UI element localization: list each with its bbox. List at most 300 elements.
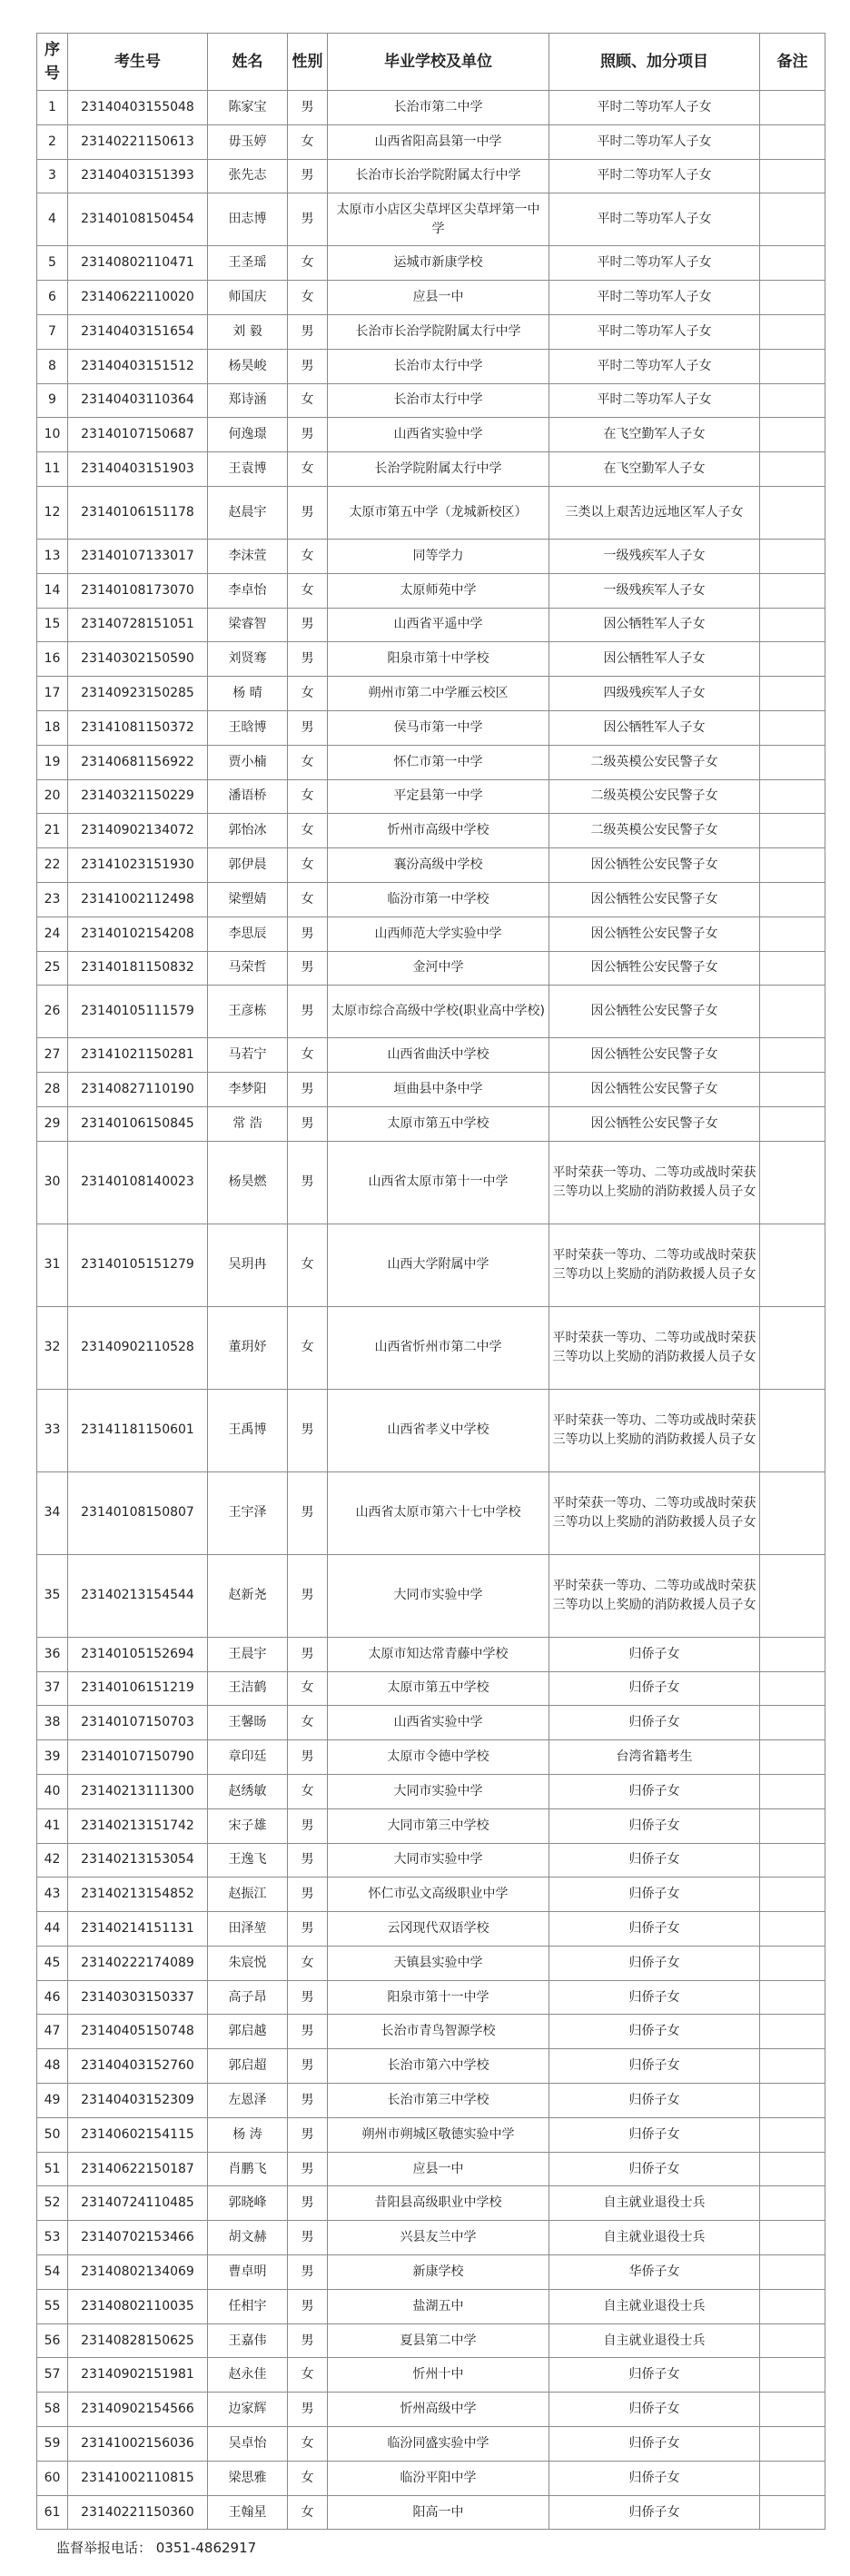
cell-remarks xyxy=(760,573,825,608)
cell-school: 长治市太行中学 xyxy=(328,383,549,418)
header-remarks: 备注 xyxy=(760,34,825,91)
cell-bonus: 华侨子女 xyxy=(549,2255,760,2290)
cell-school: 太原市令德中学校 xyxy=(328,1740,549,1775)
cell-remarks xyxy=(760,1073,825,1107)
cell-seq: 33 xyxy=(37,1389,68,1471)
cell-school: 山西省太原市第十一中学 xyxy=(328,1141,549,1224)
cell-gender: 女 xyxy=(288,2495,328,2530)
cell-name: 王逸飞 xyxy=(208,1843,288,1878)
cell-gender: 男 xyxy=(288,2084,328,2118)
cell-exam-no: 23140923150285 xyxy=(68,677,208,711)
header-bonus: 照顾、加分项目 xyxy=(549,34,760,91)
cell-name: 董玥妤 xyxy=(208,1306,288,1389)
cell-seq: 57 xyxy=(37,2358,68,2393)
cell-name: 章印廷 xyxy=(208,1740,288,1775)
cell-school: 临汾市第一中学校 xyxy=(328,882,549,916)
cell-seq: 10 xyxy=(37,418,68,452)
cell-seq: 36 xyxy=(37,1637,68,1671)
cell-bonus: 因公牺牲公安民警子女 xyxy=(549,916,760,951)
cell-exam-no: 23140902134072 xyxy=(68,814,208,848)
header-school: 毕业学校及单位 xyxy=(328,34,549,91)
cell-remarks xyxy=(760,193,825,246)
cell-exam-no: 23140681156922 xyxy=(68,745,208,779)
cell-name: 杨昊燃 xyxy=(208,1141,288,1224)
cell-school: 盐湖五中 xyxy=(328,2289,549,2323)
cell-gender: 男 xyxy=(288,1471,328,1554)
cell-remarks xyxy=(760,2393,825,2427)
cell-exam-no: 23140902154566 xyxy=(68,2393,208,2427)
cell-school: 山西省忻州市第二中学 xyxy=(328,1306,549,1389)
cell-seq: 28 xyxy=(37,1073,68,1107)
cell-name: 郭启越 xyxy=(208,2015,288,2049)
table-row xyxy=(37,814,825,848)
cell-bonus: 平时二等功军人子女 xyxy=(549,193,760,246)
cell-seq: 55 xyxy=(37,2289,68,2323)
table-row xyxy=(37,2186,825,2221)
cell-remarks xyxy=(760,452,825,487)
cell-remarks xyxy=(760,2117,825,2152)
cell-remarks xyxy=(760,608,825,642)
cell-bonus: 归侨子女 xyxy=(549,2358,760,2393)
cell-bonus: 平时二等功军人子女 xyxy=(549,349,760,383)
cell-seq: 44 xyxy=(37,1912,68,1947)
cell-name: 赵绣敏 xyxy=(208,1774,288,1808)
cell-school: 山西师范大学实验中学 xyxy=(328,916,549,951)
cell-gender: 男 xyxy=(288,314,328,349)
cell-bonus: 因公牺牲公安民警子女 xyxy=(549,1073,760,1107)
cell-exam-no: 23141181150601 xyxy=(68,1389,208,1471)
cell-gender: 女 xyxy=(288,2461,328,2495)
cell-remarks xyxy=(760,2495,825,2530)
cell-school: 大同市实验中学 xyxy=(328,1554,549,1637)
cell-name: 梁睿智 xyxy=(208,608,288,642)
cell-exam-no: 23140107150703 xyxy=(68,1706,208,1740)
cell-name: 杨 晴 xyxy=(208,677,288,711)
cell-remarks xyxy=(760,1946,825,1980)
cell-name: 常 浩 xyxy=(208,1106,288,1141)
cell-bonus: 平时荣获一等功、二等功或战时荣获三等功以上奖励的消防救援人员子女 xyxy=(549,1389,760,1471)
table-row xyxy=(37,2255,825,2290)
table-row xyxy=(37,159,825,193)
cell-name: 宋子雄 xyxy=(208,1808,288,1843)
cell-school: 阳高一中 xyxy=(328,2495,549,2530)
table-row xyxy=(37,916,825,951)
cell-exam-no: 23141002156036 xyxy=(68,2427,208,2462)
cell-name: 赵振江 xyxy=(208,1878,288,1912)
cell-school: 大同市实验中学 xyxy=(328,1843,549,1878)
cell-name: 王洁鹤 xyxy=(208,1671,288,1706)
cell-school: 太原市小店区尖草坪区尖草坪第一中学 xyxy=(328,193,549,246)
cell-seq: 39 xyxy=(37,1740,68,1775)
table-row xyxy=(37,608,825,642)
table-row xyxy=(37,1389,825,1471)
cell-name: 王馨旸 xyxy=(208,1706,288,1740)
cell-name: 肖鹏飞 xyxy=(208,2152,288,2186)
cell-name: 赵永佳 xyxy=(208,2358,288,2393)
cell-gender: 男 xyxy=(288,2049,328,2084)
cell-name: 刘贤骞 xyxy=(208,642,288,677)
cell-exam-no: 23140802110035 xyxy=(68,2289,208,2323)
cell-bonus: 归侨子女 xyxy=(549,1843,760,1878)
table-header xyxy=(37,34,825,91)
table-row xyxy=(37,1073,825,1107)
cell-bonus: 二级英模公安民警子女 xyxy=(549,745,760,779)
cell-name: 郑诗涵 xyxy=(208,383,288,418)
cell-gender: 男 xyxy=(288,1980,328,2015)
cell-exam-no: 23141023151930 xyxy=(68,848,208,883)
cell-gender: 男 xyxy=(288,1073,328,1107)
cell-bonus: 自主就业退役士兵 xyxy=(549,2289,760,2323)
cell-seq: 51 xyxy=(37,2152,68,2186)
cell-seq: 49 xyxy=(37,2084,68,2118)
cell-name: 郭启超 xyxy=(208,2049,288,2084)
cell-exam-no: 23140403151654 xyxy=(68,314,208,349)
table-row xyxy=(37,349,825,383)
cell-exam-no: 23140702153466 xyxy=(68,2221,208,2255)
table-row xyxy=(37,1106,825,1141)
cell-gender: 男 xyxy=(288,2015,328,2049)
cell-seq: 35 xyxy=(37,1554,68,1637)
cell-gender: 女 xyxy=(288,2427,328,2462)
cell-gender: 女 xyxy=(288,1946,328,1980)
cell-exam-no: 23140221150360 xyxy=(68,2495,208,2530)
cell-name: 师国庆 xyxy=(208,281,288,315)
cell-remarks xyxy=(760,1774,825,1808)
cell-exam-no: 23140802134069 xyxy=(68,2255,208,2290)
cell-exam-no: 23140403152309 xyxy=(68,2084,208,2118)
cell-exam-no: 23140107150687 xyxy=(68,418,208,452)
cell-exam-no: 23140213111300 xyxy=(68,1774,208,1808)
header-row xyxy=(37,34,825,91)
header-exam-no: 考生号 xyxy=(68,34,208,91)
cell-name: 胡文赫 xyxy=(208,2221,288,2255)
cell-exam-no: 23140108150807 xyxy=(68,1471,208,1554)
cell-exam-no: 23140106150845 xyxy=(68,1106,208,1141)
cell-remarks xyxy=(760,281,825,315)
table-row xyxy=(37,124,825,159)
cell-remarks xyxy=(760,159,825,193)
cell-seq: 48 xyxy=(37,2049,68,2084)
cell-school: 新康学校 xyxy=(328,2255,549,2290)
cell-school: 忻州十中 xyxy=(328,2358,549,2393)
table-row xyxy=(37,314,825,349)
cell-seq: 58 xyxy=(37,2393,68,2427)
cell-school: 应县一中 xyxy=(328,281,549,315)
cell-school: 太原市知达常青藤中学校 xyxy=(328,1637,549,1671)
cell-school: 襄汾高级中学校 xyxy=(328,848,549,883)
cell-bonus: 归侨子女 xyxy=(549,2117,760,2152)
cell-exam-no: 23140213154544 xyxy=(68,1554,208,1637)
cell-seq: 4 xyxy=(37,193,68,246)
cell-remarks xyxy=(760,2049,825,2084)
cell-seq: 3 xyxy=(37,159,68,193)
cell-bonus: 自主就业退役士兵 xyxy=(549,2186,760,2221)
cell-seq: 26 xyxy=(37,986,68,1038)
cell-exam-no: 23141002112498 xyxy=(68,882,208,916)
cell-seq: 16 xyxy=(37,642,68,677)
cell-gender: 男 xyxy=(288,418,328,452)
cell-school: 山西省实验中学 xyxy=(328,1706,549,1740)
table-row xyxy=(37,986,825,1038)
cell-remarks xyxy=(760,1471,825,1554)
table-row xyxy=(37,418,825,452)
cell-gender: 男 xyxy=(288,1389,328,1471)
cell-school: 同等学力 xyxy=(328,539,549,573)
cell-gender: 男 xyxy=(288,2323,328,2358)
cell-exam-no: 23140106151219 xyxy=(68,1671,208,1706)
cell-exam-no: 23140303150337 xyxy=(68,1980,208,2015)
table-row xyxy=(37,193,825,246)
cell-school: 忻州高级中学 xyxy=(328,2393,549,2427)
cell-seq: 20 xyxy=(37,779,68,814)
cell-seq: 46 xyxy=(37,1980,68,2015)
cell-seq: 24 xyxy=(37,916,68,951)
cell-gender: 女 xyxy=(288,281,328,315)
cell-seq: 45 xyxy=(37,1946,68,1980)
table-row xyxy=(37,1038,825,1073)
cell-bonus: 归侨子女 xyxy=(549,1980,760,2015)
cell-gender: 男 xyxy=(288,2186,328,2221)
cell-school: 太原市第五中学校 xyxy=(328,1671,549,1706)
cell-name: 王嘉伟 xyxy=(208,2323,288,2358)
cell-name: 李卓怡 xyxy=(208,573,288,608)
cell-remarks xyxy=(760,91,825,125)
cell-remarks xyxy=(760,1878,825,1912)
cell-gender: 女 xyxy=(288,1671,328,1706)
table-row xyxy=(37,281,825,315)
cell-exam-no: 23140403110364 xyxy=(68,383,208,418)
cell-remarks xyxy=(760,1671,825,1706)
table-row xyxy=(37,848,825,883)
cell-name: 王圣瑶 xyxy=(208,246,288,281)
cell-bonus: 因公牺牲公安民警子女 xyxy=(549,1038,760,1073)
cell-gender: 女 xyxy=(288,1306,328,1389)
cell-name: 王晗博 xyxy=(208,710,288,745)
cell-bonus: 因公牺牲军人子女 xyxy=(549,608,760,642)
cell-exam-no: 23140213153054 xyxy=(68,1843,208,1878)
table-row xyxy=(37,951,825,986)
table-row xyxy=(37,2117,825,2152)
cell-remarks xyxy=(760,882,825,916)
cell-bonus: 因公牺牲公安民警子女 xyxy=(549,882,760,916)
cell-bonus: 归侨子女 xyxy=(549,1706,760,1740)
cell-gender: 女 xyxy=(288,383,328,418)
cell-seq: 18 xyxy=(37,710,68,745)
table-row xyxy=(37,2049,825,2084)
cell-remarks xyxy=(760,1106,825,1141)
cell-gender: 男 xyxy=(288,1141,328,1224)
cell-seq: 7 xyxy=(37,314,68,349)
cell-school: 太原市第五中学（龙城新校区） xyxy=(328,486,549,539)
cell-exam-no: 23140828150625 xyxy=(68,2323,208,2358)
cell-name: 梁思雅 xyxy=(208,2461,288,2495)
cell-name: 朱宸悦 xyxy=(208,1946,288,1980)
cell-exam-no: 23140108140023 xyxy=(68,1141,208,1224)
cell-gender: 女 xyxy=(288,2358,328,2393)
cell-name: 任相宇 xyxy=(208,2289,288,2323)
table-row xyxy=(37,677,825,711)
cell-school: 大同市第三中学校 xyxy=(328,1808,549,1843)
cell-gender: 女 xyxy=(288,1224,328,1306)
cell-bonus: 平时二等功军人子女 xyxy=(549,246,760,281)
cell-name: 王彦栋 xyxy=(208,986,288,1038)
table-row xyxy=(37,1554,825,1637)
cell-exam-no: 23140222174089 xyxy=(68,1946,208,1980)
cell-remarks xyxy=(760,814,825,848)
cell-remarks xyxy=(760,2152,825,2186)
cell-name: 李思辰 xyxy=(208,916,288,951)
cell-seq: 56 xyxy=(37,2323,68,2358)
cell-school: 长治市第三中学校 xyxy=(328,2084,549,2118)
cell-remarks xyxy=(760,745,825,779)
table-row xyxy=(37,2393,825,2427)
cell-gender: 男 xyxy=(288,1912,328,1947)
cell-school: 太原市第五中学校 xyxy=(328,1106,549,1141)
cell-gender: 男 xyxy=(288,1808,328,1843)
cell-seq: 41 xyxy=(37,1808,68,1843)
table-row xyxy=(37,2495,825,2530)
table-row xyxy=(37,2289,825,2323)
cell-gender: 男 xyxy=(288,2117,328,2152)
cell-school: 长治市第六中学校 xyxy=(328,2049,549,2084)
cell-exam-no: 23140622150187 xyxy=(68,2152,208,2186)
cell-gender: 女 xyxy=(288,745,328,779)
table-row xyxy=(37,246,825,281)
cell-bonus: 归侨子女 xyxy=(549,2084,760,2118)
cell-bonus: 因公牺牲军人子女 xyxy=(549,710,760,745)
cell-seq: 38 xyxy=(37,1706,68,1740)
cell-name: 马若宁 xyxy=(208,1038,288,1073)
cell-bonus: 归侨子女 xyxy=(549,2461,760,2495)
cell-remarks xyxy=(760,2084,825,2118)
table-row xyxy=(37,1912,825,1947)
cell-bonus: 平时荣获一等功、二等功或战时荣获三等功以上奖励的消防救援人员子女 xyxy=(549,1554,760,1637)
cell-exam-no: 23140107150790 xyxy=(68,1740,208,1775)
cell-gender: 男 xyxy=(288,1637,328,1671)
cell-school: 怀仁市第一中学 xyxy=(328,745,549,779)
cell-remarks xyxy=(760,1706,825,1740)
cell-seq: 29 xyxy=(37,1106,68,1141)
cell-seq: 34 xyxy=(37,1471,68,1554)
table-row xyxy=(37,1637,825,1671)
cell-name: 郭伊晨 xyxy=(208,848,288,883)
cell-seq: 17 xyxy=(37,677,68,711)
cell-school: 临汾同盛实验中学 xyxy=(328,2427,549,2462)
cell-bonus: 平时荣获一等功、二等功或战时荣获三等功以上奖励的消防救援人员子女 xyxy=(549,1224,760,1306)
cell-remarks xyxy=(760,1554,825,1637)
table-row xyxy=(37,2358,825,2393)
cell-bonus: 因公牺牲军人子女 xyxy=(549,642,760,677)
cell-seq: 1 xyxy=(37,91,68,125)
cell-gender: 男 xyxy=(288,986,328,1038)
cell-school: 云冈现代双语学校 xyxy=(328,1912,549,1947)
cell-remarks xyxy=(760,486,825,539)
cell-exam-no: 23140622110020 xyxy=(68,281,208,315)
table-row xyxy=(37,1774,825,1808)
cell-exam-no: 23140403151393 xyxy=(68,159,208,193)
cell-seq: 25 xyxy=(37,951,68,986)
cell-exam-no: 23140181150832 xyxy=(68,951,208,986)
cell-seq: 8 xyxy=(37,349,68,383)
cell-bonus: 平时二等功军人子女 xyxy=(549,281,760,315)
cell-bonus: 一级残疾军人子女 xyxy=(549,573,760,608)
cell-name: 王晨宇 xyxy=(208,1637,288,1671)
cell-exam-no: 23140108173070 xyxy=(68,573,208,608)
cell-name: 李梦阳 xyxy=(208,1073,288,1107)
cell-exam-no: 23140403152760 xyxy=(68,2049,208,2084)
cell-bonus: 因公牺牲公安民警子女 xyxy=(549,986,760,1038)
cell-name: 王袁博 xyxy=(208,452,288,487)
cell-school: 天镇县实验中学 xyxy=(328,1946,549,1980)
cell-school: 山西省孝义中学校 xyxy=(328,1389,549,1471)
cell-exam-no: 23140214151131 xyxy=(68,1912,208,1947)
cell-school: 朔州市朔城区敬德实验中学 xyxy=(328,2117,549,2152)
table-row xyxy=(37,1980,825,2015)
cell-seq: 9 xyxy=(37,383,68,418)
cell-gender: 男 xyxy=(288,642,328,677)
cell-remarks xyxy=(760,383,825,418)
table-row xyxy=(37,882,825,916)
cell-school: 临汾平阳中学 xyxy=(328,2461,549,2495)
cell-bonus: 归侨子女 xyxy=(549,1946,760,1980)
cell-gender: 女 xyxy=(288,452,328,487)
cell-gender: 男 xyxy=(288,916,328,951)
table-row xyxy=(37,573,825,608)
cell-exam-no: 23140405150748 xyxy=(68,2015,208,2049)
cell-exam-no: 23140321150229 xyxy=(68,779,208,814)
cell-gender: 女 xyxy=(288,573,328,608)
cell-name: 左恩泽 xyxy=(208,2084,288,2118)
cell-gender: 女 xyxy=(288,882,328,916)
cell-seq: 50 xyxy=(37,2117,68,2152)
cell-remarks xyxy=(760,779,825,814)
cell-exam-no: 23140902151981 xyxy=(68,2358,208,2393)
cell-remarks xyxy=(760,848,825,883)
cell-gender: 女 xyxy=(288,677,328,711)
cell-remarks xyxy=(760,1843,825,1878)
cell-remarks xyxy=(760,1637,825,1671)
cell-name: 潘语桥 xyxy=(208,779,288,814)
cell-gender: 男 xyxy=(288,710,328,745)
cell-remarks xyxy=(760,349,825,383)
cell-gender: 女 xyxy=(288,814,328,848)
cell-exam-no: 23140728151051 xyxy=(68,608,208,642)
cell-school: 忻州市高级中学校 xyxy=(328,814,549,848)
cell-school: 长治市长治学院附属太行中学 xyxy=(328,159,549,193)
cell-gender: 男 xyxy=(288,1554,328,1637)
cell-bonus: 平时二等功军人子女 xyxy=(549,91,760,125)
table-row xyxy=(37,383,825,418)
table-row xyxy=(37,2323,825,2358)
table-row xyxy=(37,1878,825,1912)
table-row xyxy=(37,91,825,125)
cell-seq: 5 xyxy=(37,246,68,281)
table-row xyxy=(37,539,825,573)
cell-name: 田志博 xyxy=(208,193,288,246)
cell-gender: 男 xyxy=(288,486,328,539)
cell-school: 长治市第二中学 xyxy=(328,91,549,125)
cell-school: 山西省曲沃中学校 xyxy=(328,1038,549,1073)
cell-gender: 女 xyxy=(288,848,328,883)
cell-bonus: 因公牺牲公安民警子女 xyxy=(549,848,760,883)
cell-seq: 53 xyxy=(37,2221,68,2255)
cell-gender: 男 xyxy=(288,349,328,383)
cell-seq: 12 xyxy=(37,486,68,539)
cell-name: 何逸璟 xyxy=(208,418,288,452)
cell-name: 吴玥冉 xyxy=(208,1224,288,1306)
cell-exam-no: 23140107133017 xyxy=(68,539,208,573)
cell-exam-no: 23141081150372 xyxy=(68,710,208,745)
